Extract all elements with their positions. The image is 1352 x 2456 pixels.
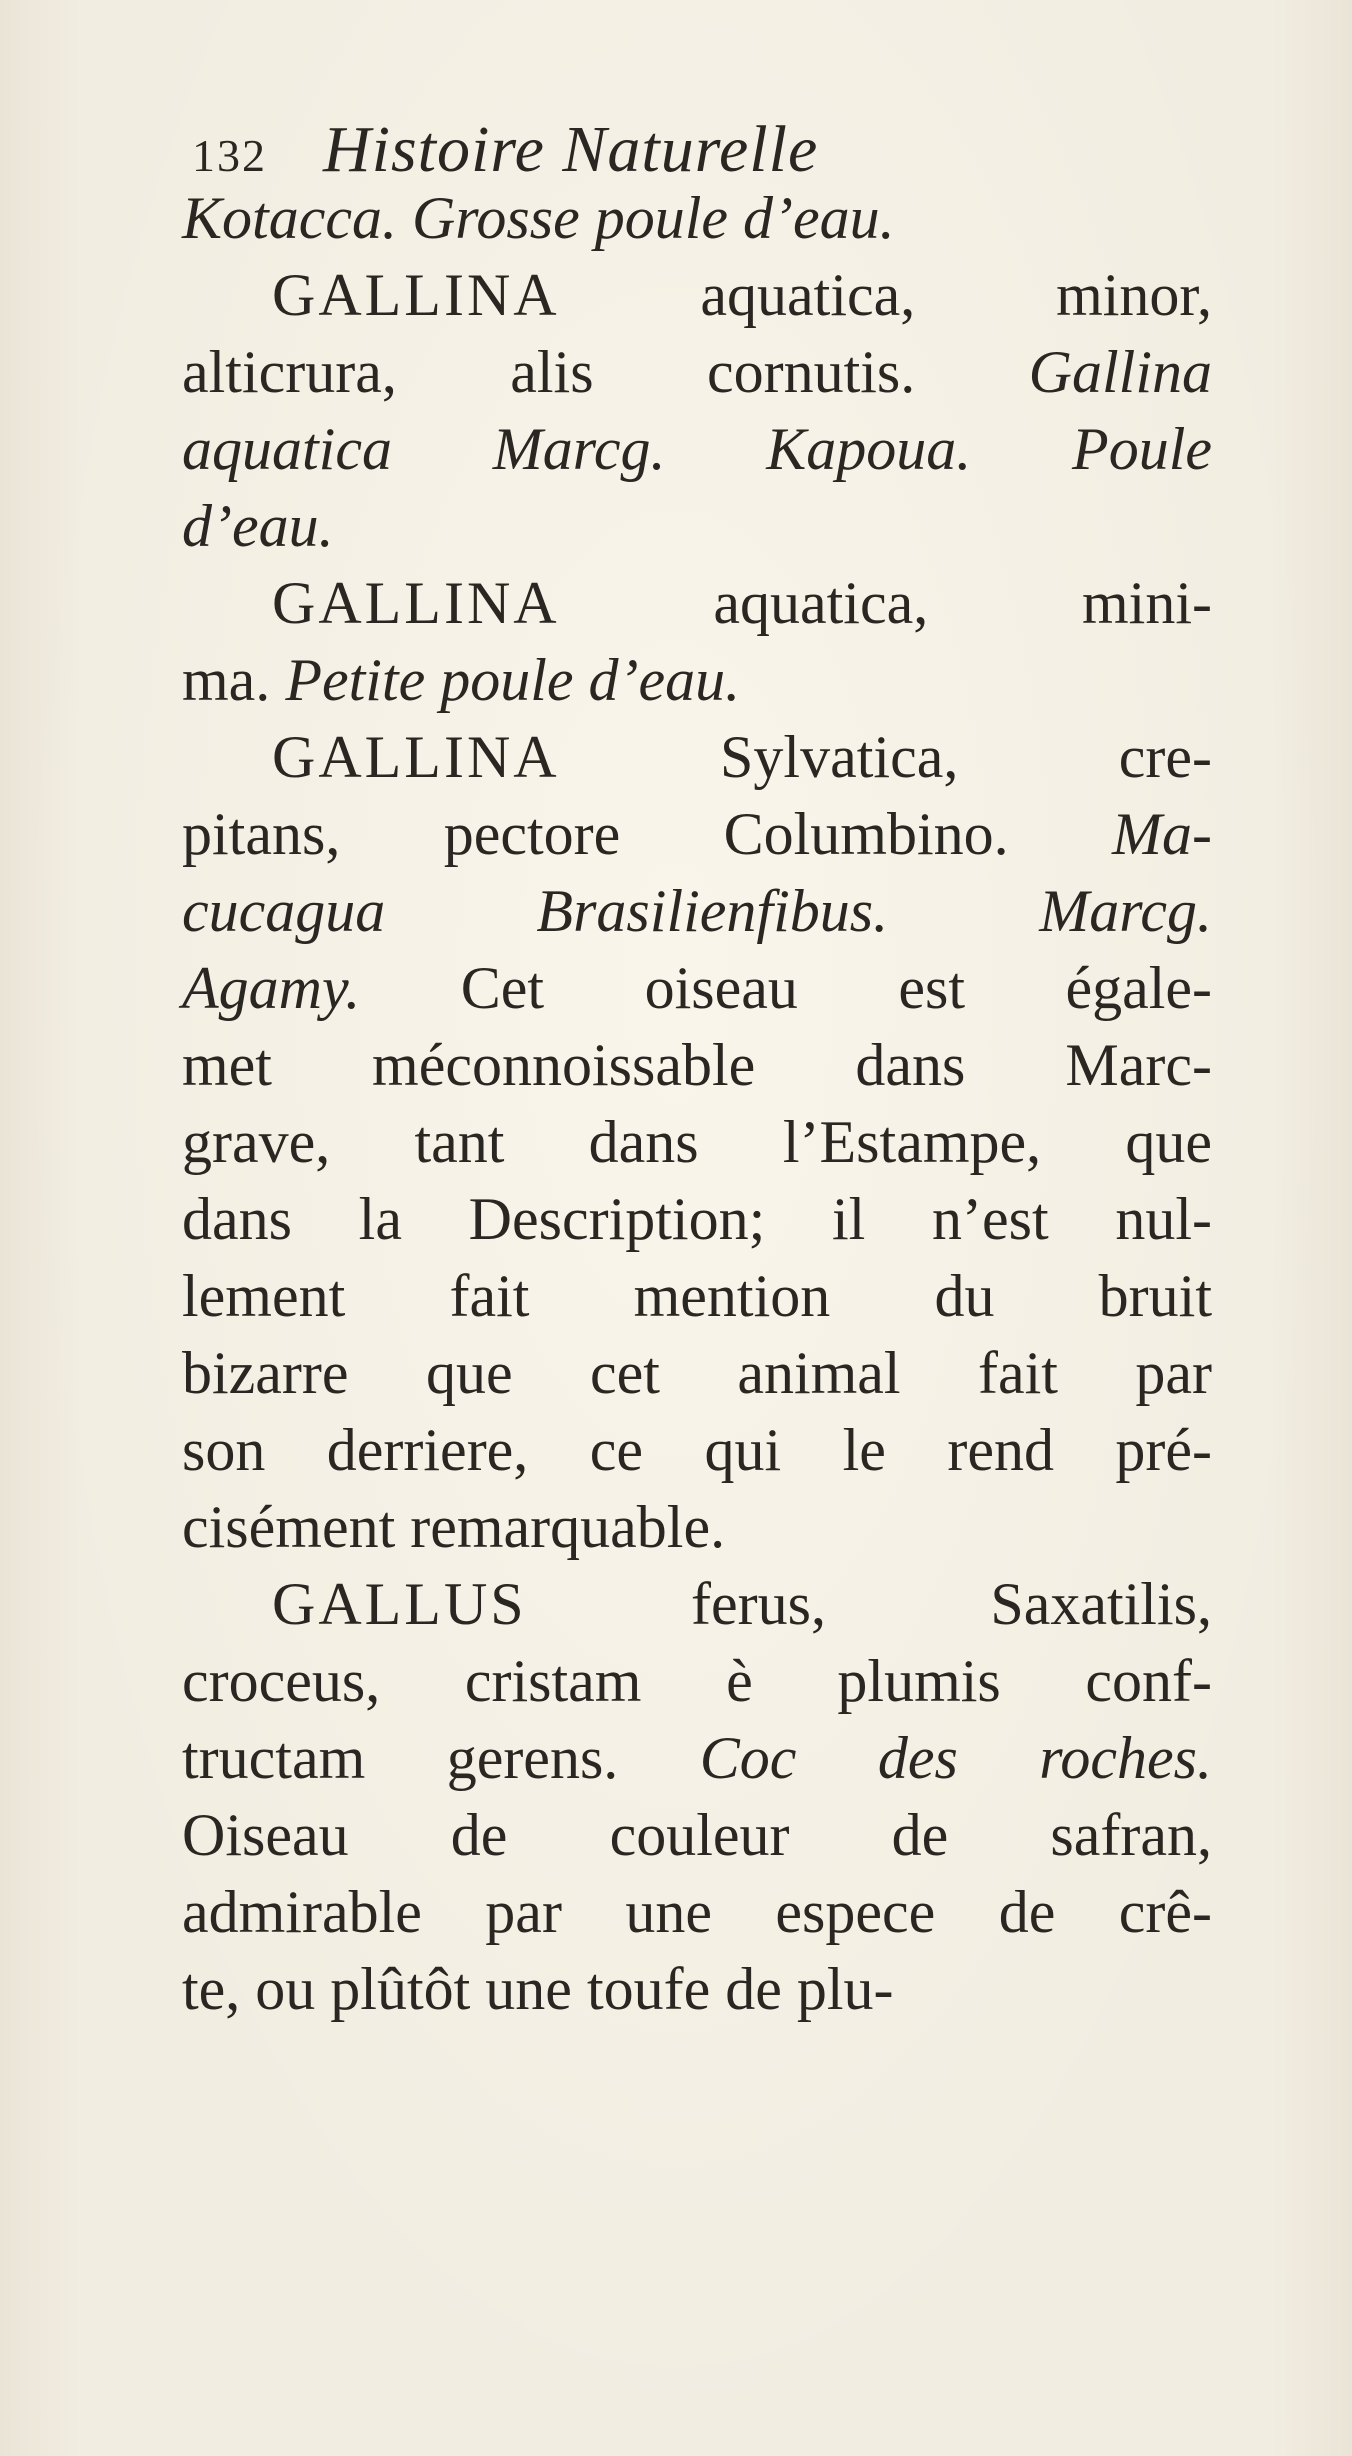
text-line [182,1335,1212,1412]
text-segment: bizarre que cet animal fait par [182,1340,1212,1406]
text-line [182,488,1212,565]
text-segment: d’eau. [182,493,334,559]
text-segment: GALLINA [272,724,560,790]
text-segment: Coc des roches. [699,1725,1212,1791]
text-segment: cucagua Brasilienfibus. Marcg. [182,878,1212,944]
text-line [182,796,1212,873]
text-segment: Cet oiseau est égale- [360,955,1212,1021]
text-segment: alticrura, alis cornutis. [182,339,1029,405]
text-line [182,1258,1212,1335]
text-segment: croceus, cristam è plumis conf- [182,1648,1212,1714]
text-line [182,1412,1212,1489]
text-line [182,334,1212,411]
text-segment: Sylvatica, cre- [559,724,1212,790]
text-segment: Gallina [1028,339,1212,405]
text-segment: Oiseau de couleur de safran, [182,1802,1212,1868]
text-segment: aquatica, minor, [559,262,1212,328]
text-segment: ma. [182,647,286,713]
text-line [182,1566,1212,1643]
text-line [182,1027,1212,1104]
text-segment: met méconnoissable dans Marc- [182,1032,1212,1098]
text-line [182,411,1212,488]
text-line [182,180,1212,257]
text-line [182,719,1212,796]
text-line [182,950,1212,1027]
text-line [182,565,1212,642]
page-number: 132 [192,130,267,181]
text-line [182,1797,1212,1874]
text-line [182,257,1212,334]
text-segment: admirable par une espece de crê- [182,1879,1212,1945]
page-header [192,112,819,186]
text-segment: dans la Description; il n’est nul- [182,1186,1212,1252]
text-line [182,1181,1212,1258]
text-line [182,1874,1212,1951]
text-segment: GALLINA [272,570,560,636]
text-segment: lement fait mention du bruit [182,1263,1212,1329]
text-segment: cisément remarquable. [182,1494,726,1560]
running-title: Histoire Naturelle [323,113,819,186]
text-segment: Ma- [1112,801,1212,867]
text-line [182,1643,1212,1720]
body-text [182,180,1212,2028]
text-line [182,873,1212,950]
text-segment: pitans, pectore Columbino. [182,801,1113,867]
text-segment: te, ou plûtôt une toufe de plu- [182,1956,894,2022]
text-segment: Kotacca. Grosse poule d’eau. [182,185,895,251]
text-segment: grave, tant dans l’Estampe, que [182,1109,1212,1175]
text-line [182,1489,1212,1566]
text-segment: GALLUS [272,1571,527,1637]
text-segment: Petite poule d’eau. [285,647,741,713]
text-segment: son derriere, ce qui le rend pré- [182,1417,1212,1483]
text-line [182,1951,1212,2028]
text-segment: aquatica, mini- [559,570,1212,636]
text-segment: Agamy. [182,955,361,1021]
text-segment: tructam gerens. [182,1725,700,1791]
text-line [182,1720,1212,1797]
text-segment: aquatica Marcg. Kapoua. Poule [182,416,1212,482]
text-segment: GALLINA [272,262,560,328]
text-line [182,642,1212,719]
text-line [182,1104,1212,1181]
text-segment: ferus, Saxatilis, [526,1571,1212,1637]
